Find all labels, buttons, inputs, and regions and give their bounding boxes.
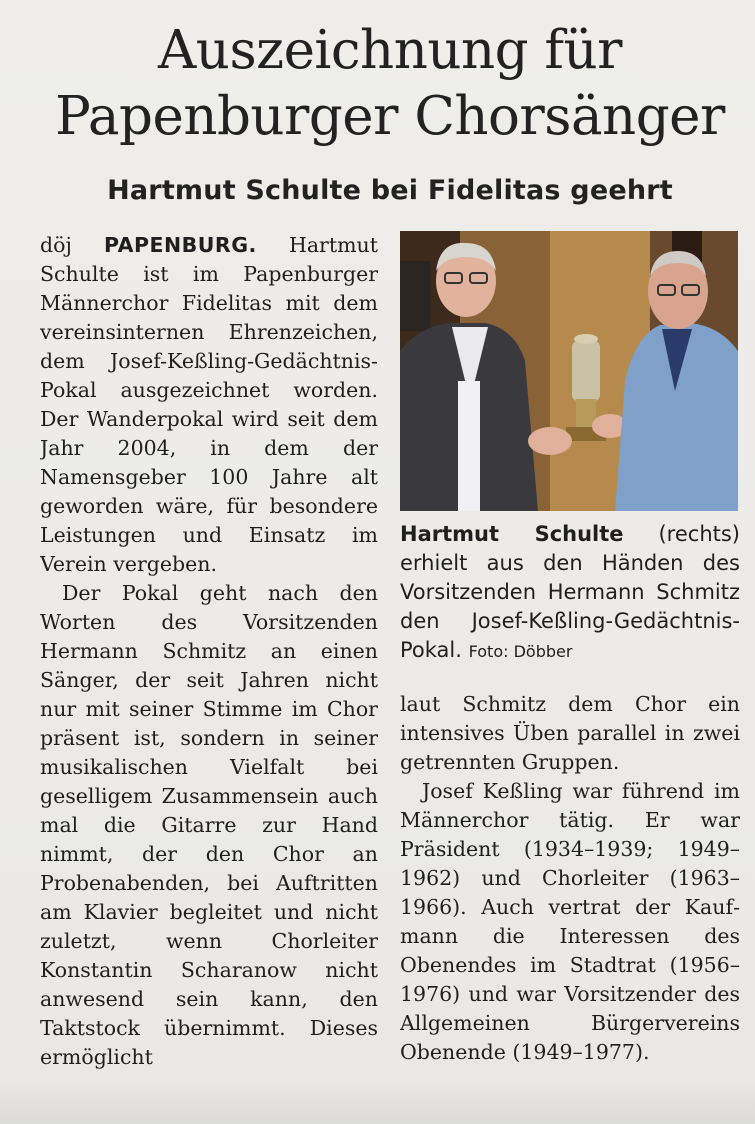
headline-line-1: Auszeichnung für <box>158 20 622 81</box>
photo-caption <box>400 520 740 666</box>
article-paragraph-3: laut Schmitz dem Chor ein intensives Üben parallel in zwei getrennten Gruppen. <box>400 692 740 774</box>
subheadline: Hartmut Schulte bei Fidelitas geehrt <box>107 175 673 206</box>
headline <box>40 18 740 150</box>
paragraph-1-text: Hartmut Schulte ist im Papenburger Männerchor Fidelitas mit dem vereinsinternen Ehrenzeichen, dem Josef-Keßling-Gedächtnis-Pokal ausgezeichnet worden. Der Wanderpokal wird seit dem Jahr 2004, in dem der Namensgeber 100 Jahre alt geworden wäre, für besondere Leistungen und Einsatz im Verein vergeben. <box>40 233 378 576</box>
article-photo <box>400 231 738 511</box>
article-column-right <box>400 690 740 1075</box>
photo-credit: Foto: Döbber <box>468 642 573 661</box>
dateline: PAPENBURG. <box>103 233 257 257</box>
page-edge-shadow <box>0 1079 755 1124</box>
article-paragraph-1 <box>40 231 378 579</box>
article-paragraph-4: Josef Keßling war führend im Männerchor tätig. Er war Präsident (1934–1939; 1949–1962) und Chorleiter (1963–1966). Auch vertrat der Kaufmann die Interessen des Obenendes im Stadtrat (1956–1976) und war Vorsitzender des Allgemeinen Bürgervereins Obenende (1949–1977). <box>400 779 740 1064</box>
author-mark: döj <box>40 233 72 257</box>
headline-line-2: Papenburger Chorsänger <box>55 86 725 147</box>
caption-text: (rechts) erhielt aus den Händen des Vorsitzenden Hermann Schmitz den Josef-Keßling-Gedächtnis-Pokal. <box>400 522 740 662</box>
photo-illustration <box>400 231 738 511</box>
caption-name: Hartmut Schulte <box>400 522 624 546</box>
article-paragraph-2: Der Pokal geht nach den Worten des Vorsitzenden Hermann Schmitz an einen Sänger, der seit Jahren nicht nur mit seiner Stimme im Chor präsent ist, sondern in seiner musikalischen Vielfalt bei geselligem Zusammensein auch mal die Gitarre zur Hand nimmt, der den Chor an Probenabenden, bei Auftritten am Klavier begleitet und nicht zuletzt, wenn Chorleiter Konstantin Scharanow nicht anwesend sein kann, den Taktstock übernimmt. Dieses ermöglicht <box>40 581 378 1069</box>
article-column-left <box>40 231 378 1071</box>
